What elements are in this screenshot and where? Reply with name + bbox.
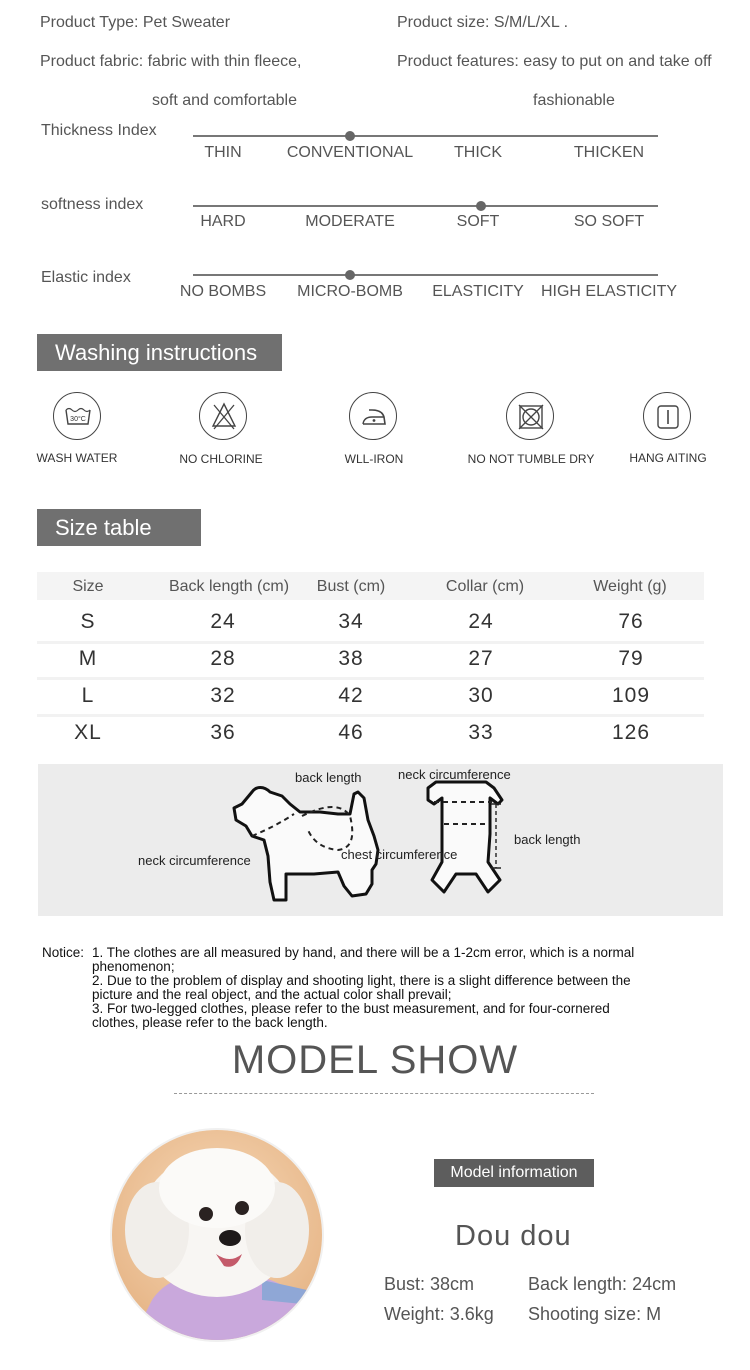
- low-iron-icon: [349, 392, 397, 440]
- scale-tick: MODERATE: [305, 213, 395, 230]
- no-tumble-dry-icon: [506, 392, 554, 440]
- notice-item: phenomenon;: [92, 959, 175, 974]
- scale-tick: CONVENTIONAL: [286, 144, 414, 161]
- wash-label: HANG AITING: [629, 451, 707, 465]
- model-weight: Weight: 3.6kg: [384, 1304, 494, 1324]
- product-size: Product size: S/M/L/XL .: [397, 14, 569, 31]
- hang-dry-icon: [643, 392, 691, 440]
- column-header: Bust (cm): [316, 578, 386, 595]
- table-cell: 33: [468, 721, 494, 744]
- product-fabric: Product fabric: fabric with thin fleece,: [40, 53, 302, 70]
- model-dog-photo: [112, 1130, 322, 1340]
- scale-tick: HARD: [200, 213, 246, 230]
- model-show-title: MODEL SHOW: [231, 1038, 519, 1082]
- notice-block: [42, 946, 702, 1030]
- neck-circumference-label: neck circumference: [138, 853, 251, 868]
- scale-tick: ELASTICITY: [432, 283, 524, 300]
- notice-label: Notice:: [42, 945, 85, 960]
- table-cell: 46: [338, 721, 364, 744]
- scale-label: softness index: [41, 196, 144, 213]
- scale-indicator: [345, 131, 355, 141]
- scale-tick: HIGH ELASTICITY: [540, 283, 678, 300]
- table-row: [37, 684, 704, 718]
- table-cell: 42: [338, 684, 364, 707]
- no-chlorine-icon: [199, 392, 247, 440]
- neck-circumference-label: neck circumference: [398, 767, 511, 782]
- back-length-label: back length: [295, 770, 362, 785]
- scale-indicator: [476, 201, 486, 211]
- scale-label: Elastic index: [41, 269, 131, 286]
- scale-track: [193, 135, 658, 137]
- table-cell: S: [80, 610, 96, 633]
- model-back-length: Back length: 24cm: [528, 1274, 677, 1294]
- scale-tick: THICKEN: [573, 144, 645, 161]
- notice-item: 3. For two-legged clothes, please refer to the bust measurement, and for four-cornered: [92, 1001, 610, 1016]
- notice-item: 1. The clothes are all measured by hand, and there will be a 1-2cm error, which is a normal: [92, 945, 635, 960]
- table-row: [37, 721, 704, 755]
- table-header-row: [37, 572, 704, 600]
- table-row: [37, 647, 704, 681]
- table-cell: 76: [618, 610, 644, 633]
- row-divider: [37, 677, 704, 680]
- table-cell: 34: [338, 610, 364, 633]
- wash-temp: 30°C: [70, 416, 86, 423]
- notice-item: 2. Due to the problem of display and shooting light, there is a slight difference between the: [92, 973, 631, 988]
- chest-circumference-label: chest circumference: [341, 847, 458, 862]
- back-length-label: back length: [514, 832, 581, 847]
- product-fabric-cont: soft and comfortable: [152, 92, 297, 109]
- wash-label: WASH WATER: [36, 451, 118, 465]
- scale-tick: THICK: [454, 144, 502, 161]
- row-divider: [37, 641, 704, 644]
- scale-label: Thickness Index: [41, 122, 157, 139]
- table-cell: XL: [74, 721, 102, 744]
- scale-tick: NO BOMBS: [179, 283, 267, 300]
- table-row: [37, 610, 704, 644]
- table-cell: 126: [611, 721, 651, 744]
- table-cell: 109: [611, 684, 651, 707]
- table-cell: 28: [210, 647, 236, 670]
- table-cell: M: [78, 647, 98, 670]
- scale-tick: THIN: [204, 144, 242, 161]
- table-cell: 24: [468, 610, 494, 633]
- washing-instructions-header: Washing instructions: [37, 334, 282, 371]
- column-header: Collar (cm): [445, 578, 525, 595]
- wash-label: WLL-IRON: [344, 452, 404, 466]
- measurement-diagram: [38, 764, 723, 916]
- notice-item: picture and the real object, and the actual color shall prevail;: [92, 987, 452, 1002]
- column-header: Back length (cm): [168, 578, 290, 595]
- table-cell: 38: [338, 647, 364, 670]
- scale-track: [193, 205, 658, 207]
- model-information-badge: Model information: [434, 1159, 594, 1187]
- scale-track: [193, 274, 658, 276]
- dashed-divider: [174, 1093, 594, 1094]
- scale-indicator: [345, 270, 355, 280]
- table-cell: 79: [618, 647, 644, 670]
- table-cell: 30: [468, 684, 494, 707]
- product-type: Product Type: Pet Sweater: [40, 14, 231, 31]
- model-bust: Bust: 38cm: [384, 1274, 475, 1294]
- column-header: Size: [72, 578, 104, 595]
- notice-item: clothes, please refer to the back length.: [92, 1015, 328, 1030]
- table-cell: 27: [468, 647, 494, 670]
- model-name: Dou dou: [455, 1220, 572, 1252]
- table-cell: 24: [210, 610, 236, 633]
- product-features-cont: fashionable: [533, 92, 615, 109]
- table-cell: L: [81, 684, 95, 707]
- scale-tick: SO SOFT: [573, 213, 645, 230]
- wash-30-icon: [53, 392, 101, 440]
- size-table-header: Size table: [37, 509, 201, 546]
- product-features: Product features: easy to put on and take off: [397, 53, 712, 70]
- column-header: Weight (g): [593, 578, 667, 595]
- model-shooting-size: Shooting size: M: [528, 1304, 662, 1324]
- scale-tick: MICRO-BOMB: [297, 283, 403, 300]
- table-cell: 36: [210, 721, 236, 744]
- scale-tick: SOFT: [456, 213, 500, 230]
- wash-label: NO NOT TUMBLE DRY: [467, 452, 595, 466]
- row-divider: [37, 714, 704, 717]
- wash-label: NO CHLORINE: [179, 452, 263, 466]
- table-cell: 32: [210, 684, 236, 707]
